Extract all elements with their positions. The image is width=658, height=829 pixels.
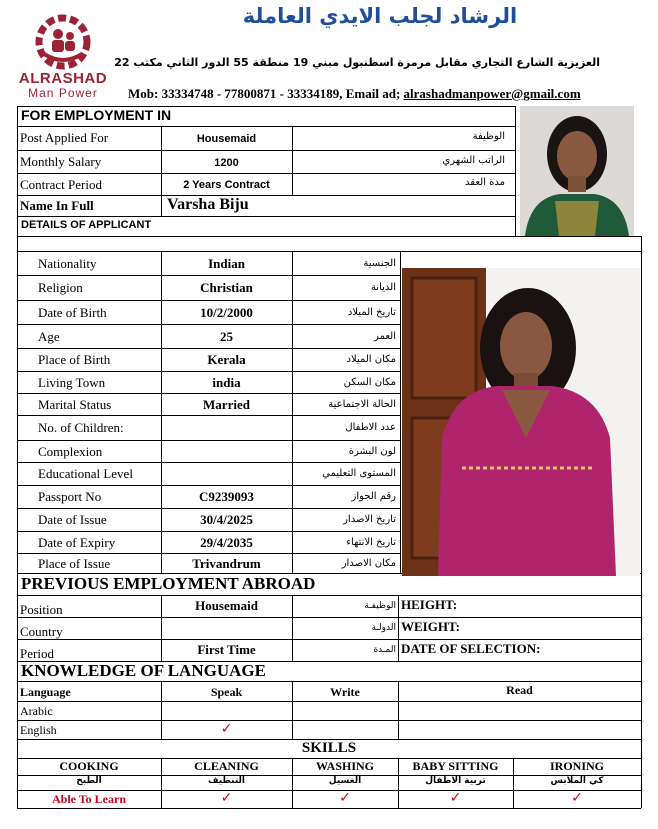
details-label: Religion bbox=[38, 280, 83, 295]
previous-label: Period bbox=[20, 646, 54, 661]
details-label-arabic: تاريخ الاصدار bbox=[343, 514, 396, 525]
previous-value: Housemaid bbox=[195, 598, 258, 613]
skill-name-arabic: التنظيف bbox=[208, 776, 245, 786]
details-value: india bbox=[212, 375, 241, 390]
skill-name-arabic: الغسيل bbox=[328, 776, 362, 786]
previous-label-arabic: الوظيفـة bbox=[364, 601, 396, 611]
skill-value: Able To Learn bbox=[51, 792, 126, 806]
details-label-arabic: المستوى التعليمي bbox=[322, 468, 396, 479]
skill-check-icon: ✓ bbox=[571, 790, 583, 806]
skills-section-title: SKILLS bbox=[301, 740, 357, 756]
company-name-arabic: الرشاد لجلب الايدي العاملة bbox=[242, 4, 518, 28]
details-value: 10/2/2000 bbox=[200, 305, 253, 320]
details-label: Educational Level bbox=[38, 466, 133, 481]
details-label-arabic: مكان الاصدار bbox=[341, 558, 396, 569]
previous-value: First Time bbox=[197, 642, 256, 657]
applicant-name: Varsha Biju bbox=[167, 196, 249, 213]
employment-section-title: FOR EMPLOYMENT IN bbox=[21, 107, 172, 123]
details-label: Date of Birth bbox=[38, 305, 107, 320]
logo-sub: Man Power bbox=[28, 86, 98, 100]
details-value: Kerala bbox=[207, 352, 246, 367]
skill-check-icon: ✓ bbox=[339, 790, 351, 806]
contact-line bbox=[128, 86, 648, 102]
previous-employment-title: PREVIOUS EMPLOYMENT ABROAD bbox=[21, 574, 316, 593]
details-label: Date of Issue bbox=[38, 512, 107, 527]
details-label-arabic: تاريخ الانتهاء bbox=[346, 537, 396, 548]
skill-name: BABY SITTING bbox=[412, 759, 499, 773]
skill-check-icon: ✓ bbox=[220, 790, 233, 806]
details-value: Indian bbox=[208, 256, 245, 271]
logo-name: ALRASHAD bbox=[18, 70, 108, 87]
details-value: Trivandrum bbox=[192, 556, 261, 571]
previous-right-field: DATE OF SELECTION: bbox=[401, 641, 541, 656]
details-value: 30/4/2025 bbox=[200, 512, 253, 527]
applicant-full-photo bbox=[402, 268, 640, 576]
details-value: C9239093 bbox=[199, 489, 254, 504]
skill-name-arabic: تربية الاطفال bbox=[425, 776, 486, 786]
language-check-icon: ✓ bbox=[220, 721, 233, 737]
applicant-passport-photo bbox=[520, 106, 634, 236]
details-value: 25 bbox=[220, 329, 233, 344]
details-label-arabic: رقم الجواز bbox=[351, 491, 396, 502]
skill-name-arabic: الطبخ bbox=[76, 776, 102, 786]
details-label-arabic: لون البشرة bbox=[348, 446, 396, 457]
previous-right-field: WEIGHT: bbox=[401, 619, 460, 634]
skill-name: COOKING bbox=[59, 759, 119, 773]
details-label-arabic: الديانة bbox=[370, 282, 396, 293]
details-label: Passport No bbox=[38, 489, 102, 504]
details-label-arabic: مكان السكن bbox=[343, 377, 396, 388]
contact-mobile: Mob: 33334748 - 77800871 - 33334189, Email ad; bbox=[128, 86, 404, 101]
details-label-arabic: الحالة الاجتماعية bbox=[328, 399, 396, 410]
company-address-arabic: العزيزية الشارع التجاري مقابل مرمرة اسطنبول مبني 19 منطقة 55 الدور الثاني مكتب 22 bbox=[114, 56, 600, 69]
details-label: No. of Children: bbox=[38, 420, 124, 435]
details-label: Marital Status bbox=[38, 397, 112, 412]
details-value: Married bbox=[203, 397, 250, 412]
language-name: English bbox=[20, 723, 57, 737]
details-label: Date of Expiry bbox=[38, 535, 116, 550]
details-label: Place of Issue bbox=[38, 556, 111, 571]
details-label-arabic: العمر bbox=[374, 331, 396, 342]
skill-check-icon: ✓ bbox=[449, 790, 462, 806]
previous-label-arabic: الدولـة bbox=[371, 623, 396, 633]
contact-email[interactable]: alrashadmanpower@gmail.com bbox=[403, 86, 581, 101]
details-value: 29/4/2035 bbox=[200, 535, 253, 550]
previous-label: Country bbox=[20, 624, 63, 639]
previous-label: Position bbox=[20, 602, 63, 617]
details-label-arabic: تاريخ الميلاد bbox=[347, 307, 396, 318]
skill-name: WASHING bbox=[315, 759, 374, 773]
company-logo bbox=[14, 12, 112, 100]
language-name: Arabic bbox=[20, 704, 53, 718]
previous-right-field: HEIGHT: bbox=[401, 597, 458, 612]
details-value: Christian bbox=[200, 280, 253, 295]
details-label: Nationality bbox=[38, 256, 97, 271]
details-label: Living Town bbox=[38, 375, 106, 390]
details-section-title: DETAILS OF APPLICANT bbox=[21, 219, 152, 231]
logo-gear-icon bbox=[14, 12, 112, 72]
details-label-arabic: مكان الميلاد bbox=[346, 354, 396, 365]
details-label-arabic: الجنسية bbox=[363, 258, 396, 269]
skill-name: IRONING bbox=[549, 759, 604, 773]
language-section-title: KNOWLEDGE OF LANGUAGE bbox=[21, 661, 266, 680]
details-label: Age bbox=[38, 329, 60, 344]
previous-label-arabic: المـدة bbox=[373, 645, 396, 655]
details-label: Place of Birth bbox=[38, 352, 111, 367]
details-label-arabic: عدد الاطفال bbox=[345, 422, 396, 433]
details-label: Complexion bbox=[38, 444, 103, 459]
skill-name-arabic: كي الملابس bbox=[550, 776, 604, 786]
skill-name: CLEANING bbox=[194, 759, 259, 773]
